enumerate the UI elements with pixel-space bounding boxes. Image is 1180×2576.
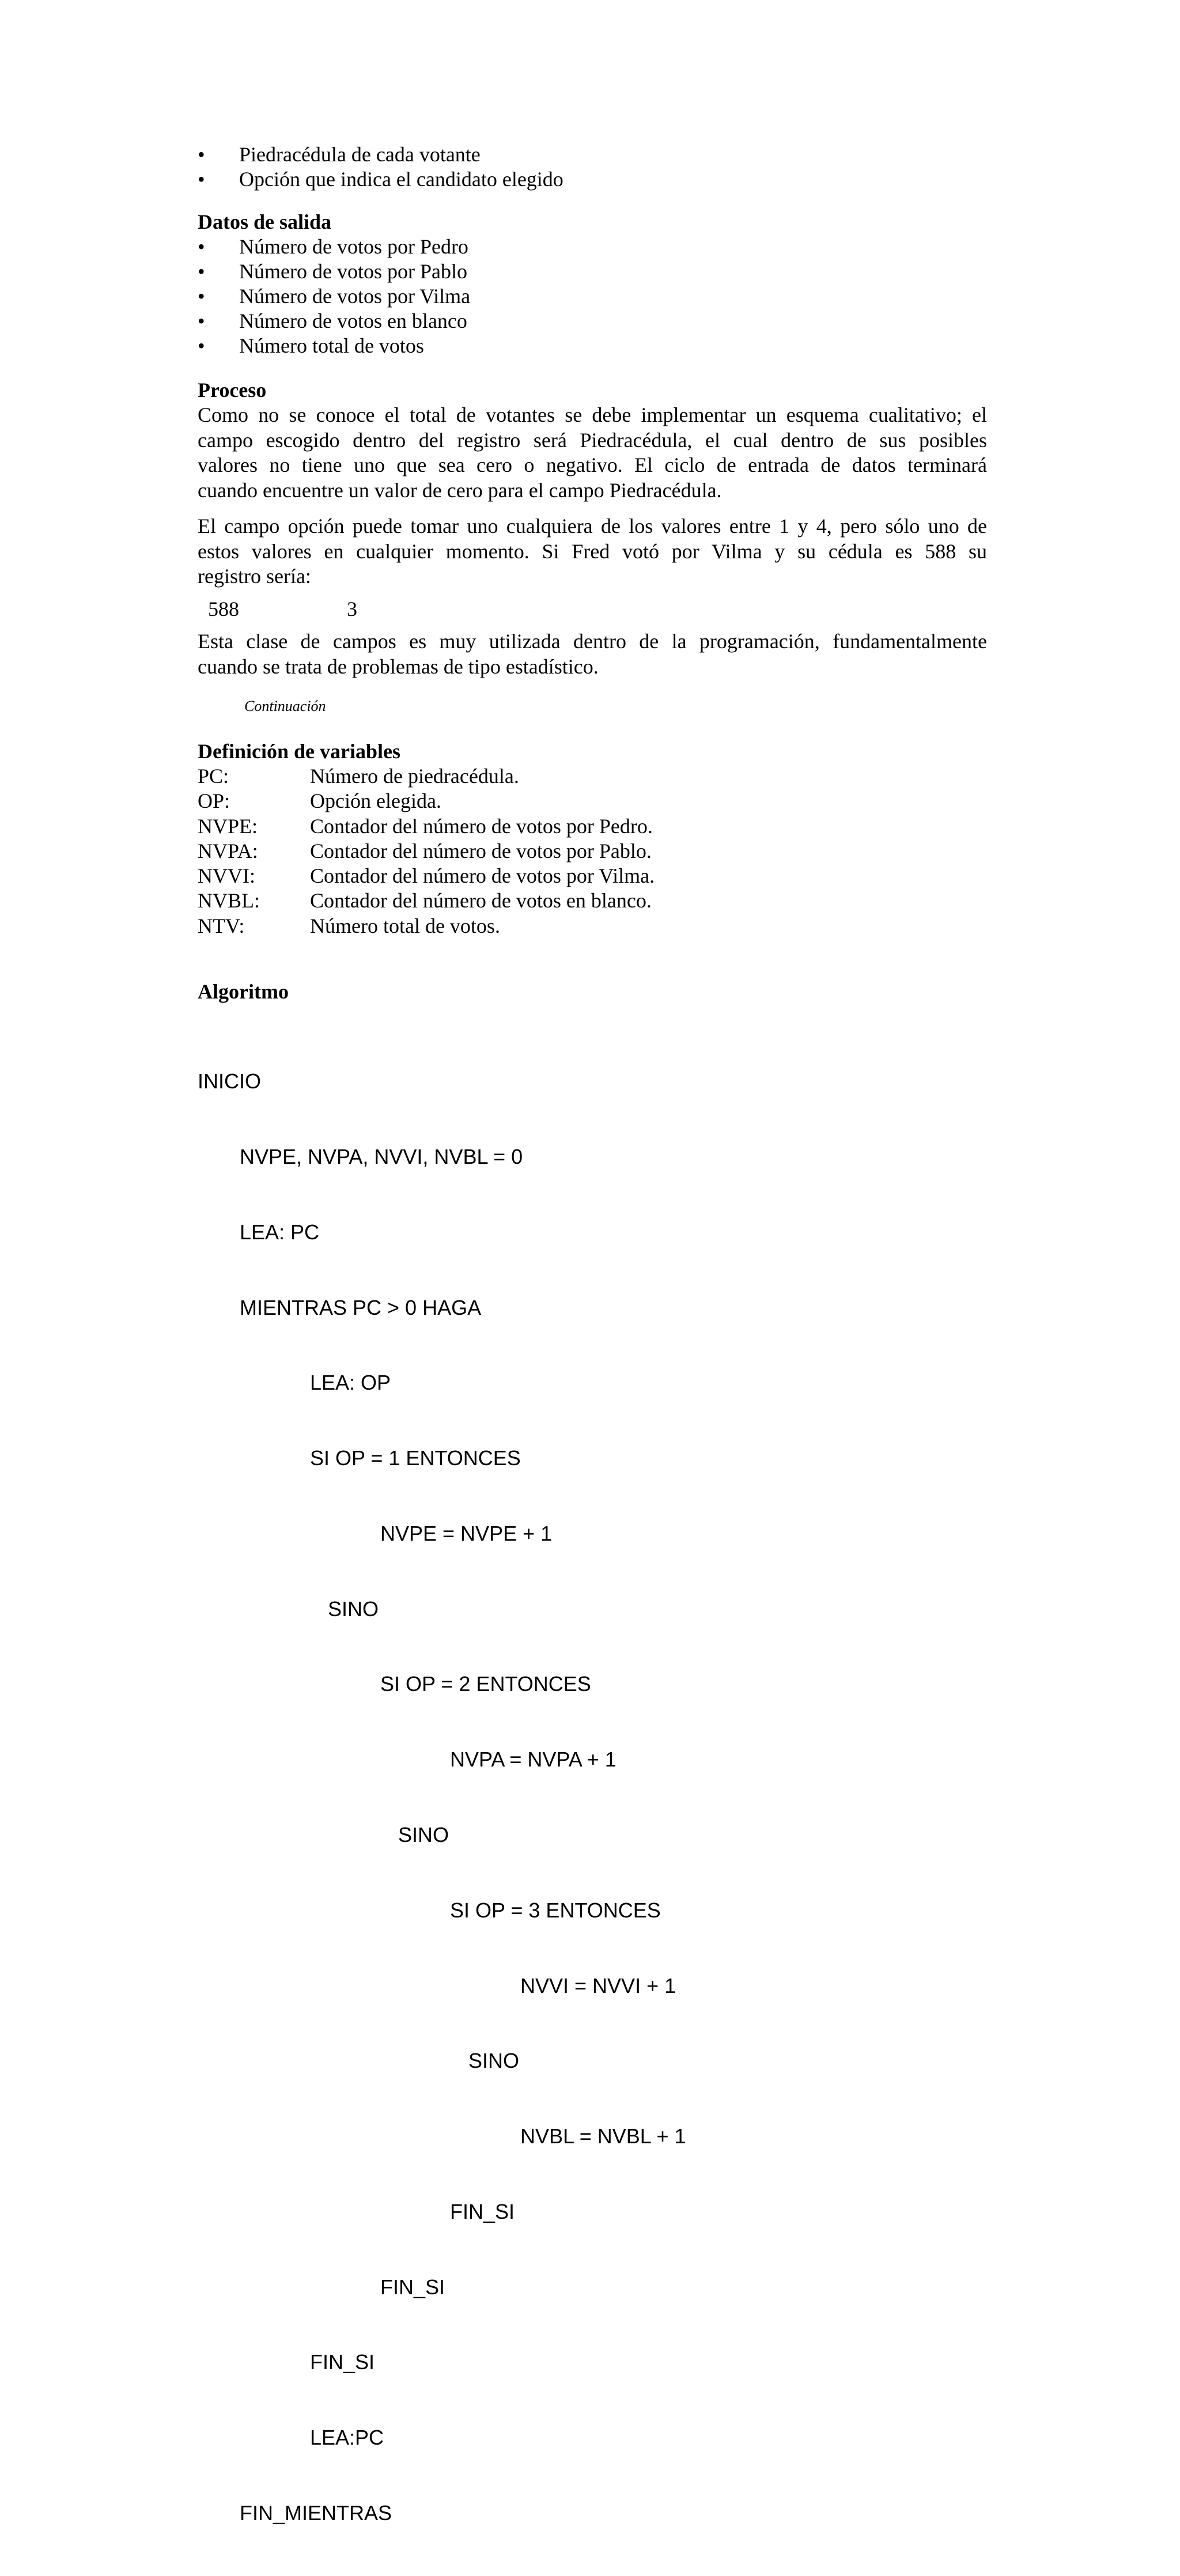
code-line: NVPE = NVPE + 1 [380, 1521, 553, 1545]
variable-row: NTV: Número total de votos. [198, 914, 500, 937]
paragraph: Como no se conoce el total de votantes se debe implementar un esquema cualitativo; el campo escogido dentro del registro será Piedracédula, el cual dentro de sus posibles valores no tiene uno que sea cero o negativo. El ciclo de entrada de datos terminará cuando encuentre un valor de cero para el campo Piedracédula. [198, 403, 987, 502]
bullet-icon: • [198, 334, 205, 357]
code-line: NVPA = NVPA + 1 [450, 1747, 617, 1772]
code-line: SI OP = 2 ENTONCES [380, 1672, 591, 1696]
continuation-note: Continuación [244, 698, 326, 714]
section-heading: Algoritmo [198, 980, 289, 1003]
code-line: FIN_SI [450, 2199, 515, 2223]
variable-row: OP: Opción elegida. [198, 789, 441, 813]
record-opcion: 3 [347, 597, 357, 621]
code-line: NVPE, NVPA, NVVI, NVBL = 0 [240, 1144, 523, 1168]
code-line: LEA: PC [240, 1220, 320, 1244]
variable-row: PC: Número de piedracédula. [198, 765, 519, 788]
section-heading: Datos de salida [198, 210, 332, 233]
variable-row: NVPA: Contador del número de votos por Pablo. [198, 839, 652, 863]
variable-row: NVBL: Contador del número de votos en blanco. [198, 889, 652, 913]
variables-section [198, 739, 987, 939]
code-line: FIN_SI [380, 2275, 445, 2299]
list-item: • Número de votos en blanco [198, 309, 467, 332]
bullet-icon: • [198, 168, 205, 191]
algorithm-section [198, 979, 987, 1004]
code-line: INICIO [198, 1069, 262, 1094]
algorithm-code [198, 1019, 987, 2576]
list-item: • Piedracédula de cada votante [198, 143, 481, 166]
code-line: SINO [398, 1823, 449, 1847]
list-item: • Número de votos por Pedro [198, 235, 468, 258]
code-line: SINO [468, 2049, 520, 2073]
code-line: SI OP = 3 ENTONCES [450, 1898, 661, 1922]
code-line: FIN_SI [310, 2350, 375, 2374]
input-list [198, 142, 987, 192]
code-line: NVVI = NVVI + 1 [520, 1973, 676, 1998]
bullet-icon: • [198, 260, 205, 283]
code-line: LEA:PC [310, 2426, 384, 2450]
list-item: • Número total de votos [198, 334, 424, 357]
output-section [198, 210, 987, 358]
paragraph: Esta clase de campos es muy utilizada dentro de la programación, fundamentalmente cuando se trata de problemas de tipo estadístico. [198, 630, 987, 678]
paragraph: El campo opción puede tomar uno cualquiera de los valores entre 1 y 4, pero sólo uno de estos valores en cualquier momento. Si Fred votó por Vilma y su cédula es 588 su registro sería: [198, 515, 987, 588]
code-line: MIENTRAS PC > 0 HAGA [240, 1295, 482, 1319]
bullet-icon: • [198, 285, 205, 308]
section-heading: Proceso [198, 379, 267, 402]
process-section [198, 378, 987, 503]
bullet-icon: • [198, 143, 205, 166]
code-line: NVBL = NVBL + 1 [520, 2124, 686, 2148]
bullet-icon: • [198, 235, 205, 258]
list-item: • Opción que indica el candidato elegido [198, 168, 563, 191]
variable-row: NVPE: Contador del número de votos por Pedro. [198, 814, 653, 838]
record-cedula: 588 [208, 597, 239, 621]
list-item: • Número de votos por Vilma [198, 285, 471, 308]
bullet-icon: • [198, 309, 205, 332]
section-heading: Definición de variables [198, 740, 400, 763]
list-item: • Número de votos por Pablo [198, 260, 467, 283]
code-line: SINO [328, 1597, 379, 1621]
code-line: SI OP = 1 ENTONCES [310, 1446, 521, 1470]
record-example [198, 597, 987, 622]
code-line: FIN_MIENTRAS [240, 2501, 392, 2525]
variable-row: NVVI: Contador del número de votos por Vilma. [198, 864, 655, 888]
code-line: LEA: OP [310, 1371, 391, 1395]
